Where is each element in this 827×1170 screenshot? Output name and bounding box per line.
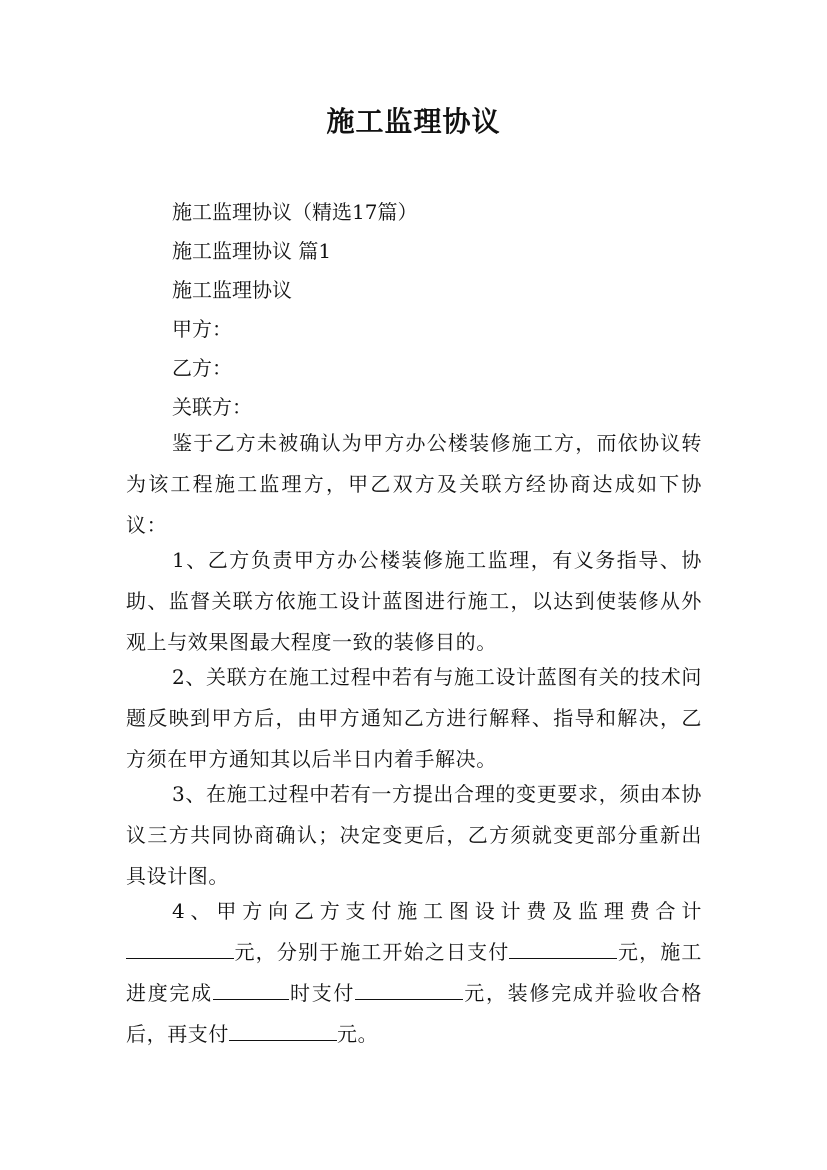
- clause-4-text-1: 4、甲方向乙方支付施工图设计费及监理费合计: [172, 899, 702, 923]
- party-a-label: 甲方：: [172, 317, 232, 341]
- clause-4-text-2: 元，分别于施工开始之日支付: [234, 940, 510, 964]
- clause-3-paragraph: 3、在施工过程中若有一方提出合理的变更要求，须由本协议三方共同协商确认；决定变更后，乙方须就变更部分重新出具设计图。: [126, 782, 702, 888]
- clause-1-paragraph: 1、乙方负责甲方办公楼装修施工监理，有义务指导、协助、监督关联方依施工设计蓝图进行施工，以达到使装修从外观上与效果图最大程度一致的装修目的。: [126, 548, 702, 654]
- related-party-label: 关联方：: [172, 395, 252, 419]
- final-payment-blank: [229, 1020, 337, 1041]
- document-title: 施工监理协议: [326, 105, 501, 138]
- clause-4-text-4: 时支付: [288, 981, 356, 1005]
- progress-blank: [213, 979, 289, 1000]
- fee-total-blank: [126, 938, 234, 959]
- start-payment-blank: [509, 938, 617, 959]
- preamble-paragraph: 鉴于乙方未被确认为甲方办公楼装修施工方，而依协议转为该工程施工监理方，甲乙双方及关联方经协商达成如下协议：: [126, 431, 702, 537]
- intro-line-heading: 施工监理协议: [172, 278, 292, 302]
- clause-4-paragraph: [126, 891, 702, 1055]
- party-b-label: 乙方：: [172, 356, 232, 380]
- progress-payment-blank: [355, 979, 463, 1000]
- clause-2-paragraph: 2、关联方在施工过程中若有与施工设计蓝图有关的技术问题反映到甲方后，由甲方通知乙方进行解释、指导和解决，乙方须在甲方通知其以后半日内着手解决。: [126, 665, 702, 771]
- intro-line-section: 施工监理协议 篇1: [172, 239, 332, 263]
- intro-line-subtitle: 施工监理协议（精选17篇）: [172, 200, 418, 224]
- clause-4-text-6: 元。: [337, 1022, 379, 1046]
- clause-4-text-3: 元，施工进度完成: [126, 940, 702, 1005]
- clause-4-text-5: 元，装修完成并验收合格后，再支付: [126, 981, 702, 1046]
